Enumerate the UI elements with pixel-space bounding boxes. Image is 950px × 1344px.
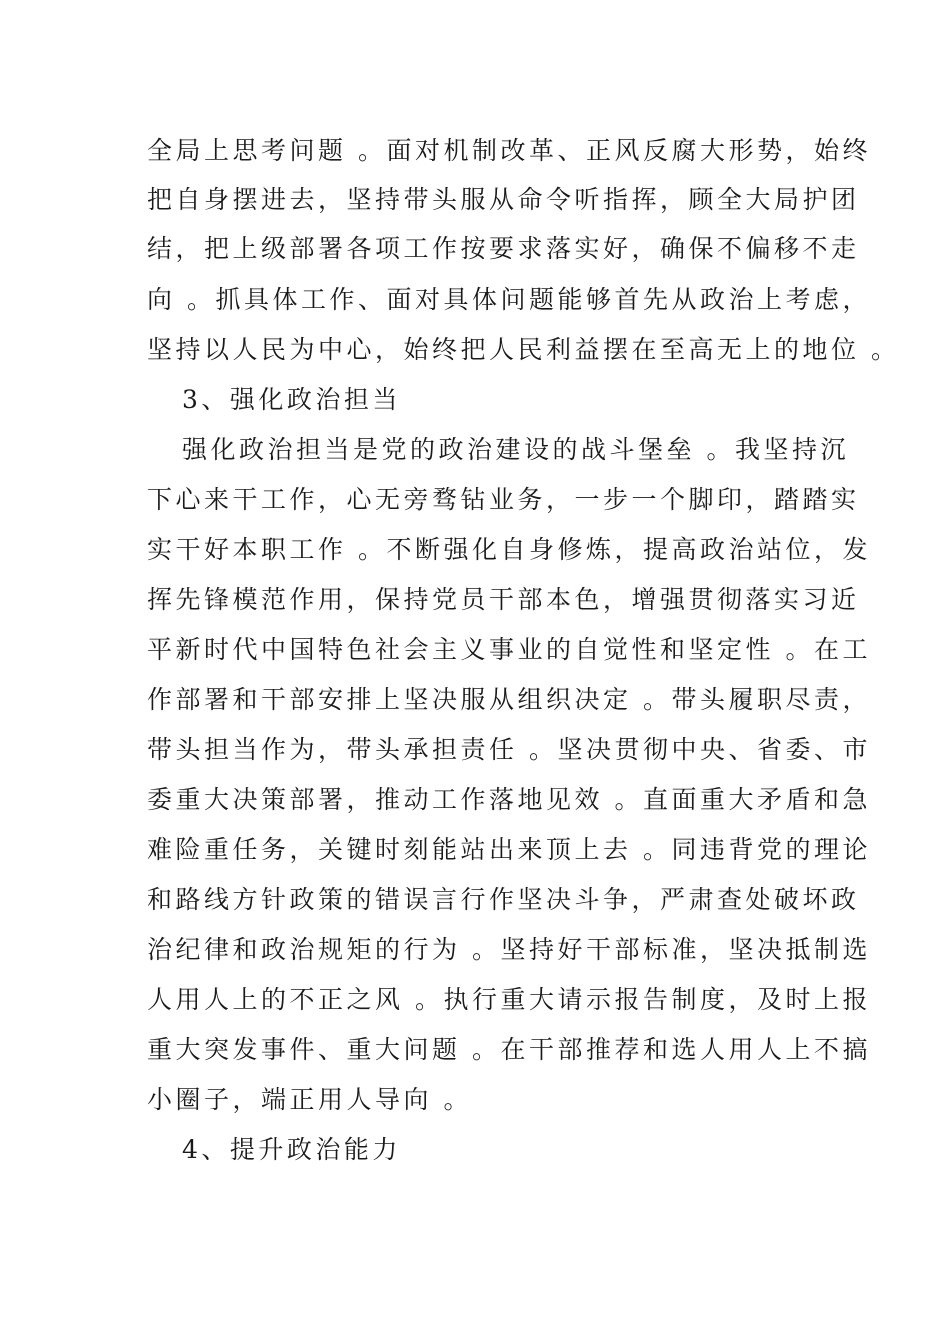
text-line-8: 下心来干工作，心无旁骛钻业务，一步一个脚印，踏踏实 [147,485,860,514]
text-line-9: 实干好本职工作 。不断强化自身修炼，提高政治站位，发 [147,535,871,564]
text-line-5: 坚持以人民为中心，始终把人民利益摆在至高无上的地位 。 [147,335,900,364]
text-line-16: 和路线方针政策的错误言行作坚决斗争，严肃查处破坏政 [147,885,860,914]
text-line-3: 结，把上级部署各项工作按要求落实好，确保不偏移不走 [147,234,860,263]
text-line-18: 人用人上的不正之风 。执行重大请示报告制度，及时上报 [147,985,871,1014]
text-line-20: 小圈子，端正用人导向 。 [147,1085,472,1114]
text-line-17: 治纪律和政治规矩的行为 。坚持好干部标准，坚决抵制选 [147,935,871,964]
text-line-10: 挥先锋模范作用，保持党员干部本色，增强贯彻落实习近 [147,585,860,614]
text-line-11: 平新时代中国特色社会主义事业的自觉性和坚定性 。在工 [147,635,871,664]
text-line-1: 全局上思考问题 。面对机制改革、正风反腐大形势，始终 [147,136,871,165]
section-heading-4: 4、提升政治能力 [182,1135,401,1164]
section-heading-3: 3、强化政治担当 [182,385,401,414]
text-line-12: 作部署和干部安排上坚决服从组织决定 。带头履职尽责， [147,685,871,714]
text-line-13: 带头担当作为，带头承担责任 。坚决贯彻中央、省委、市 [147,735,871,764]
text-line-7: 强化政治担当是党的政治建设的战斗堡垒 。我坚持沉 [182,435,849,464]
text-line-14: 委重大决策部署，推动工作落地见效 。直面重大矛盾和急 [147,785,871,814]
text-line-4: 向 。抓具体工作、面对具体问题能够首先从政治上考虑， [147,285,871,314]
text-line-15: 难险重任务，关键时刻能站出来顶上去 。同违背党的理论 [147,835,871,864]
text-line-2: 把自身摆进去，坚持带头服从命令听指挥，顾全大局护团 [147,185,860,214]
text-line-19: 重大突发事件、重大问题 。在干部推荐和选人用人上不搞 [147,1035,871,1064]
